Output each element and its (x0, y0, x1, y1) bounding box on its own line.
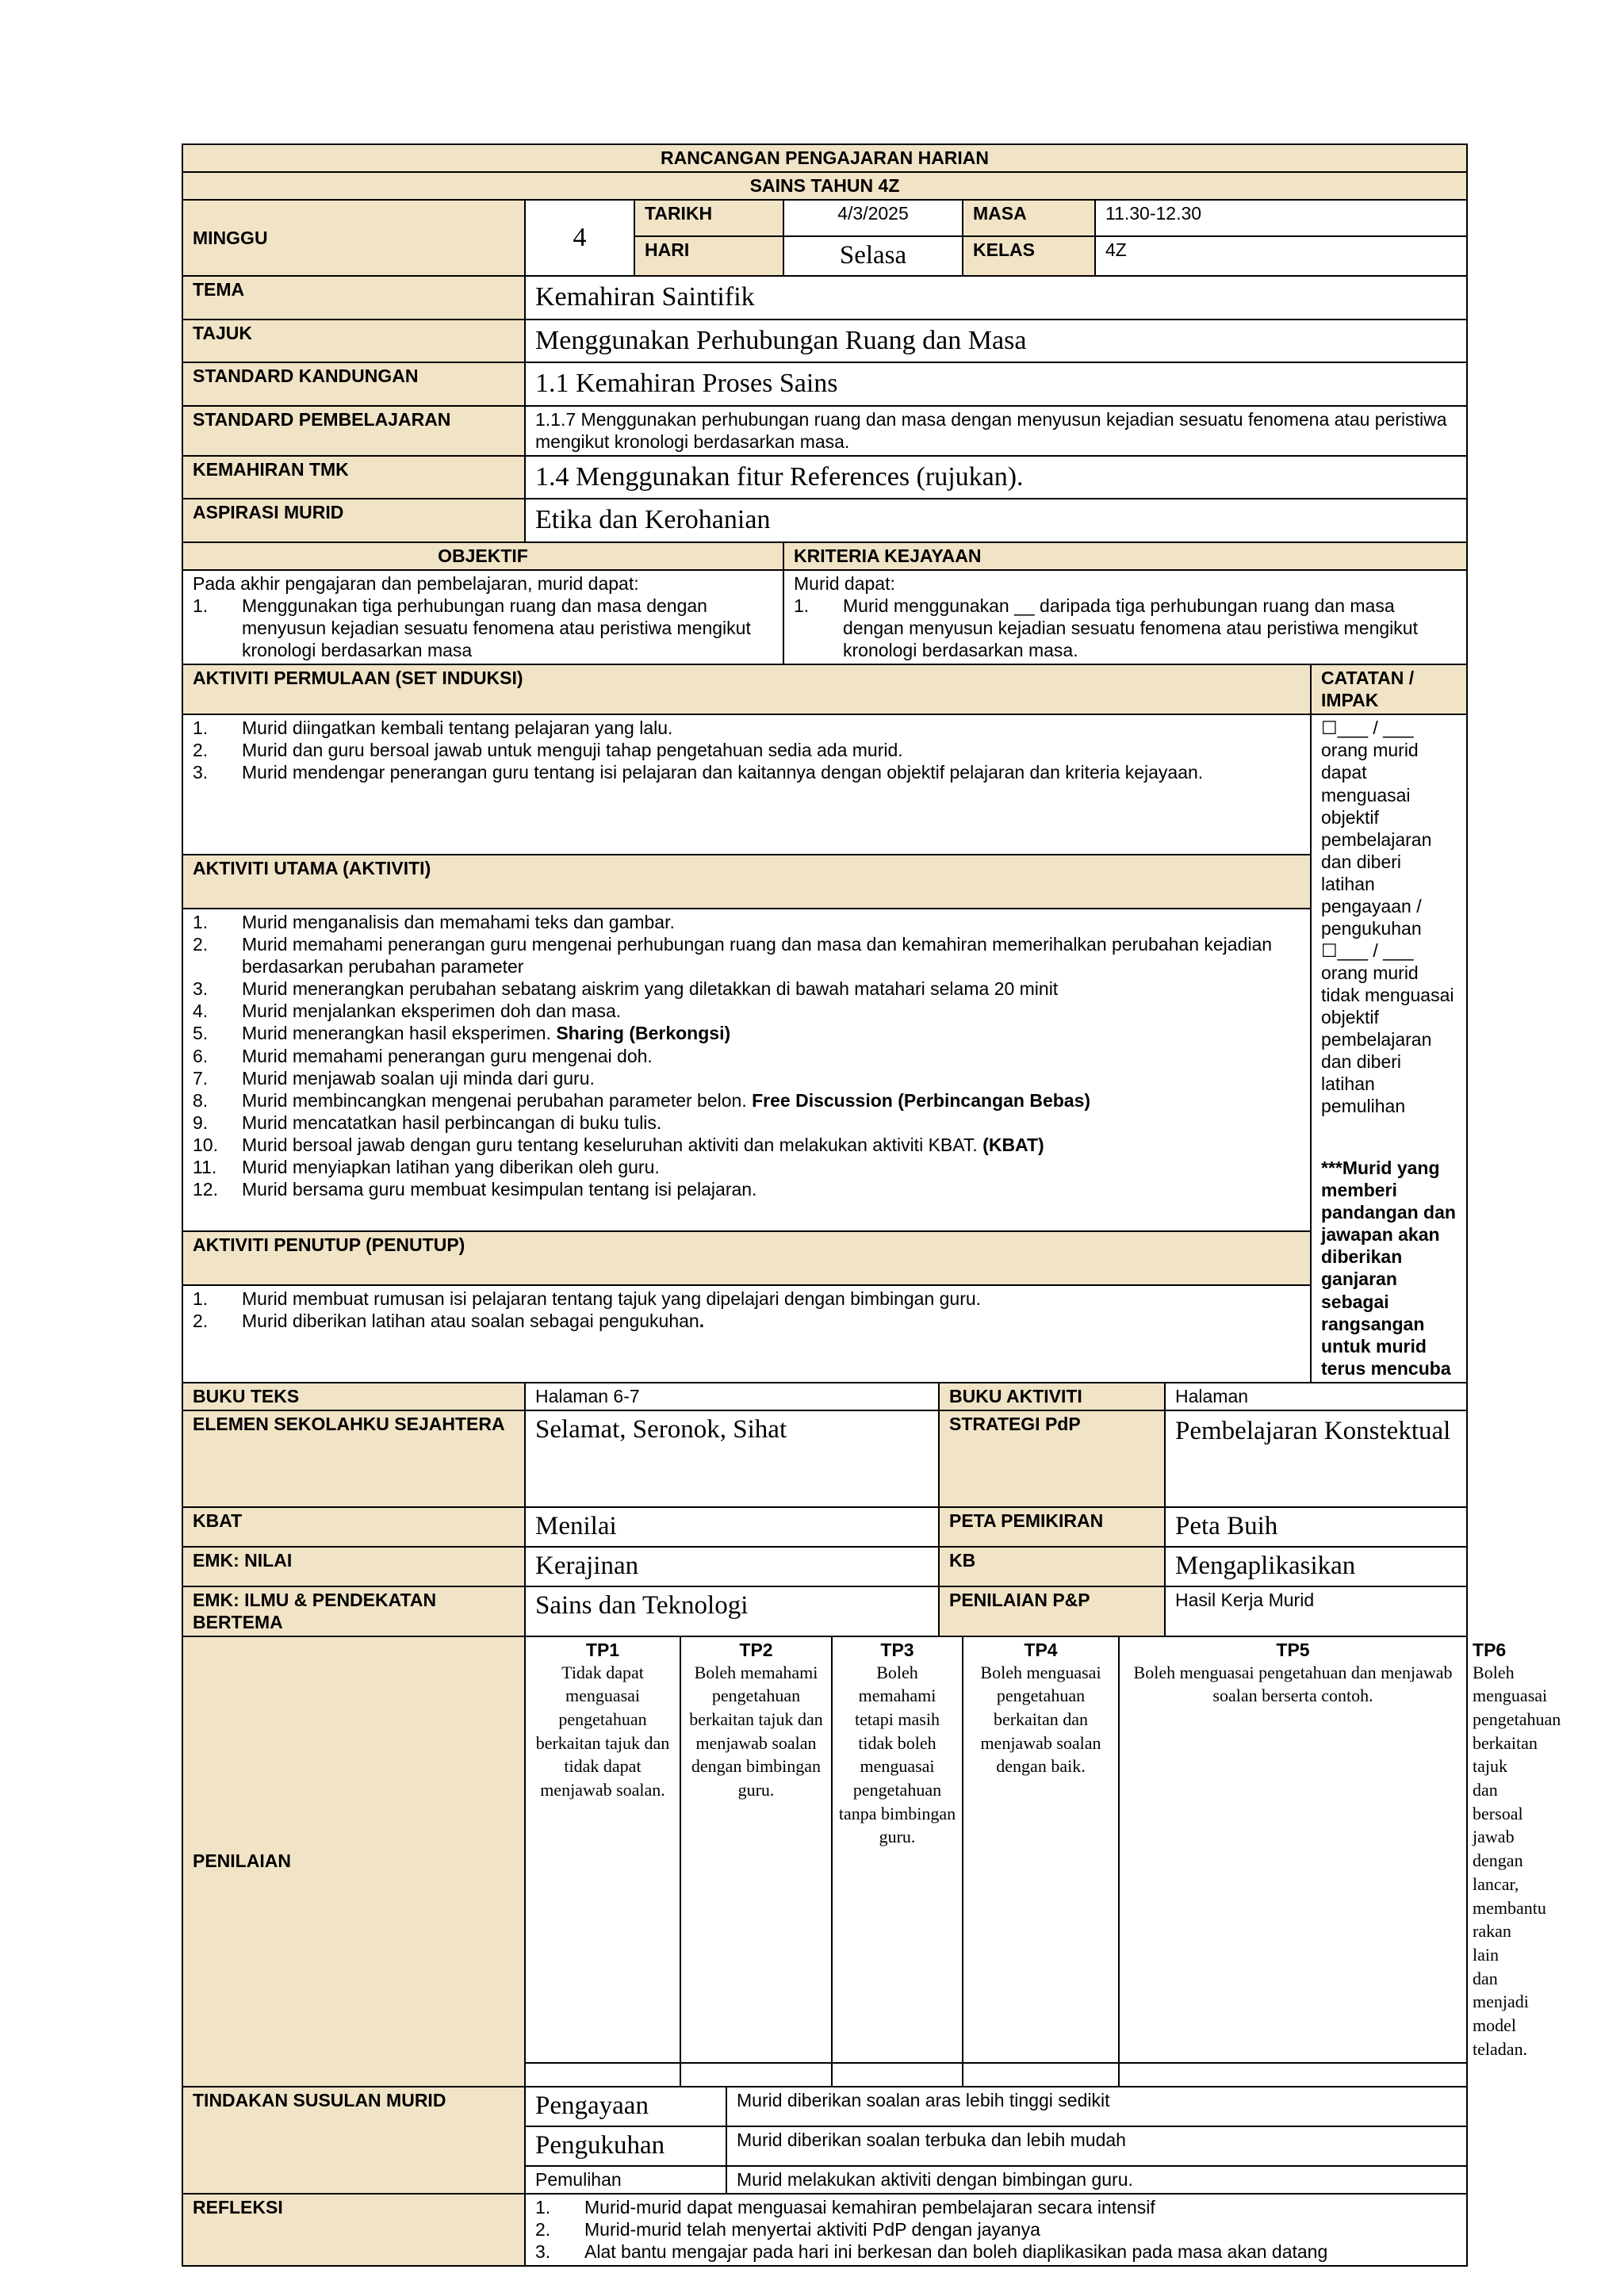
aktiviti-item-text-main: Murid menerangkan hasil eksperimen. (242, 1023, 557, 1044)
aspirasi-label: ASPIRASI MURID (182, 499, 525, 542)
catatan-content (1311, 714, 1467, 1382)
aktiviti-item-text-bold: Free Discussion (Perbincangan Bebas) (752, 1089, 1091, 1111)
refleksi-item-number: 1. (535, 2197, 551, 2218)
tarikh-value: 4/3/2025 (783, 200, 963, 236)
penutup-item-text (242, 1288, 1300, 1310)
aktiviti-item (193, 978, 1300, 1000)
aktiviti-item (193, 1089, 1300, 1112)
tp3-cell (832, 1636, 963, 2064)
pengukuhan-desc: Murid diberikan soalan terbuka dan lebih mudah (726, 2126, 1467, 2166)
aktiviti-item (193, 1156, 1300, 1178)
aktiviti-item (193, 1112, 1300, 1134)
kriteria-item-text (843, 595, 1457, 661)
penutup-list (193, 1288, 1300, 1332)
peta-label: PETA PEMIKIRAN (939, 1507, 1165, 1547)
aktiviti-item-text-main: Murid bersoal jawab dengan guru tentang keseluruhan aktiviti dan melakukan aktiviti KBAT. (242, 1134, 983, 1155)
set-induksi-item-text-main: Murid mendengar penerangan guru tentang isi pelajaran dan kaitannya dengan objektif pelajaran dan kriteria kejayaan. (242, 762, 1204, 783)
aktiviti-item-text (242, 1067, 1300, 1089)
sk-value: 1.1 Kemahiran Proses Sains (525, 362, 1467, 406)
minggu-label: MINGGU (182, 200, 525, 276)
aktiviti-item-text-main: Murid membincangkan mengenai perubahan parameter belon. (242, 1089, 753, 1111)
aktiviti-item-number: 4. (193, 1001, 209, 1022)
penutup-item-number: 2. (193, 1311, 209, 1332)
tp5-description: Boleh menguasai pengetahuan dan menjawab soalan berserta contoh. (1133, 1662, 1453, 1706)
buku-aktiviti-value: Halaman (1165, 1383, 1467, 1410)
catatan-note: ***Murid yang memberi pandangan dan jawapan akan diberikan ganjaran sebagai rangsangan untuk murid terus mencuba (1321, 1158, 1456, 1379)
aktiviti-item-text-main: Murid memahami penerangan guru mengenai perhubungan ruang dan masa dan kemahiran memerihalkan perubahan kejadian berdasarkan perubahan parameter (242, 934, 1273, 978)
refleksi-item-text (584, 2196, 1457, 2218)
penutup-item-text (242, 1310, 1300, 1332)
aktiviti-item-text-main: Murid memahami penerangan guru mengenai doh. (242, 1045, 653, 1066)
elemen-label: ELEMEN SEKOLAHKU SEJAHTERA (182, 1410, 525, 1507)
objektif-list (193, 595, 773, 661)
aktiviti-item-text (242, 978, 1300, 1000)
aktiviti-item (193, 1134, 1300, 1156)
aktiviti-item-text (242, 911, 1300, 933)
aspirasi-value: Etika dan Kerohanian (525, 499, 1467, 542)
aktiviti-item (193, 911, 1300, 933)
plan-title: RANCANGAN PENGAJARAN HARIAN (182, 144, 1467, 172)
aktiviti-item-text (242, 1134, 1300, 1156)
tp4-mark-cell[interactable] (963, 2063, 1119, 2087)
refleksi-item-text (584, 2241, 1457, 2263)
tema-label: TEMA (182, 276, 525, 320)
strategi-label: STRATEGI PdP (939, 1410, 1165, 1507)
aktiviti-item-text-main: Murid menerangkan perubahan sebatang aiskrim yang diletakkan di bawah matahari selama 20 minit (242, 978, 1059, 1000)
aktiviti-item-text-main: Murid menjawab soalan uji minda dari guru. (242, 1067, 595, 1089)
subject-title: SAINS TAHUN 4Z (182, 172, 1467, 200)
aktiviti-item-number: 8. (193, 1089, 209, 1111)
elemen-value: Selamat, Seronok, Sihat (525, 1410, 939, 1507)
tindakan-label: TINDAKAN SUSULAN MURID (182, 2087, 525, 2194)
objektif-item (193, 595, 773, 661)
refleksi-item (535, 2196, 1457, 2218)
aktiviti-item-text (242, 1089, 1300, 1112)
kriteria-intro: Murid dapat: (794, 573, 895, 595)
aktiviti-item-text-main: Murid bersama guru membuat kesimpulan tentang isi pelajaran. (242, 1178, 757, 1200)
aktiviti-item (193, 1022, 1300, 1044)
penilaian-label: PENILAIAN (182, 1636, 525, 2087)
buku-teks-value: Halaman 6-7 (525, 1383, 939, 1410)
set-induksi-item-number: 2. (193, 740, 209, 761)
tp1-mark-cell[interactable] (525, 2063, 680, 2087)
tp4-cell (963, 1636, 1119, 2064)
aktiviti-item (193, 1045, 1300, 1067)
kelas-label: KELAS (963, 236, 1095, 276)
aktiviti-item-number: 11. (193, 1156, 217, 1177)
sk-label: STANDARD KANDUNGAN (182, 362, 525, 406)
tema-value: Kemahiran Saintifik (525, 276, 1467, 320)
catatan-menguasai: ☐___ / ___ orang murid dapat menguasai objektif pembelajaran dan diberi latihan pengayaan / pengukuhan (1321, 718, 1432, 939)
catatan-label: CATATAN / IMPAK (1311, 664, 1467, 714)
set-induksi-item (193, 739, 1300, 761)
aktiviti-item-text (242, 1045, 1300, 1067)
aktiviti-item-number: 7. (193, 1067, 209, 1089)
aktiviti-item-text (242, 1000, 1300, 1022)
tp1-description: Tidak dapat menguasai pengetahuan berkaitan tajuk dan tidak dapat menjawab soalan. (535, 1662, 670, 1800)
buku-teks-label: BUKU TEKS (182, 1383, 525, 1410)
aktiviti-item-text (242, 1178, 1300, 1200)
tp1-heading: TP1 (585, 1639, 620, 1660)
pengayaan-desc: Murid diberikan soalan aras lebih tinggi sedikit (726, 2087, 1467, 2126)
tp2-cell (680, 1636, 832, 2064)
objektif-label: OBJEKTIF (182, 542, 783, 570)
set-induksi-label: AKTIVITI PERMULAAN (SET INDUKSI) (182, 664, 1311, 714)
objektif-item-text (242, 595, 773, 661)
set-induksi-item (193, 761, 1300, 783)
tp5-heading: TP5 (1276, 1639, 1310, 1660)
tp2-heading: TP2 (739, 1639, 773, 1660)
aktiviti-item-number: 6. (193, 1045, 209, 1066)
aktiviti-utama-list (193, 911, 1300, 1200)
aktiviti-item (193, 1178, 1300, 1200)
set-induksi-item (193, 717, 1300, 739)
pemulihan-desc: Murid melakukan aktiviti dengan bimbingan guru. (726, 2166, 1467, 2194)
penilaian-pp-value: Hasil Kerja Murid (1165, 1586, 1467, 1636)
kbat-value: Menilai (525, 1507, 939, 1547)
aktiviti-item-text-main: Murid mencatatkan hasil perbincangan di buku tulis. (242, 1112, 662, 1133)
refleksi-item (535, 2218, 1457, 2241)
refleksi-item-text-main: Alat bantu mengajar pada hari ini berkesan dan boleh diaplikasikan pada masa akan datang (584, 2241, 1328, 2263)
aktiviti-utama-content (182, 909, 1311, 1231)
kriteria-item-number: 1. (794, 595, 810, 617)
aktiviti-item (193, 1067, 1300, 1089)
penutup-item (193, 1288, 1300, 1310)
masa-value: 11.30-12.30 (1095, 200, 1467, 236)
aktiviti-item (193, 1000, 1300, 1022)
buku-aktiviti-label: BUKU AKTIVITI (939, 1383, 1165, 1410)
penutup-label: AKTIVITI PENUTUP (PENUTUP) (182, 1231, 1311, 1285)
sp-label: STANDARD PEMBELAJARAN (182, 406, 525, 456)
minggu-value: 4 (525, 200, 634, 276)
hari-value: Selasa (783, 236, 963, 276)
peta-value: Peta Buih (1165, 1507, 1467, 1547)
aktiviti-item-number: 9. (193, 1112, 209, 1133)
aktiviti-item-number: 10. (193, 1134, 218, 1155)
tarikh-label: TARIKH (634, 200, 783, 236)
nilai-value: Kerajinan (525, 1547, 939, 1586)
refleksi-item-text-main: Murid-murid dapat menguasai kemahiran pembelajaran secara intensif (584, 2197, 1155, 2218)
penutup-item-text-bold: . (699, 1311, 705, 1332)
aktiviti-item-number: 1. (193, 912, 209, 933)
aktiviti-item-text-bold: Sharing (Berkongsi) (556, 1023, 731, 1044)
set-induksi-item-text-main: Murid dan guru bersoal jawab untuk menguji tahap pengetahuan sedia ada murid. (242, 740, 903, 761)
tp1-cell (525, 1636, 680, 2064)
kriteria-content (783, 570, 1467, 664)
hari-label: HARI (634, 236, 783, 276)
penilaian-pp-label: PENILAIAN P&P (939, 1586, 1165, 1636)
tp5-cell (1119, 1636, 1467, 2064)
kriteria-label: KRITERIA KEJAYAAN (783, 542, 1467, 570)
objektif-item-text-main: Menggunakan tiga perhubungan ruang dan masa dengan menyusun kejadian sesuatu fenomena atau peristiwa mengikut kronologi berdasarkan masa (242, 595, 751, 661)
aktiviti-item-text-main: Murid menjalankan eksperimen doh dan masa. (242, 1001, 622, 1022)
refleksi-item-text (584, 2218, 1457, 2241)
ilmu-value: Sains dan Teknologi (525, 1586, 939, 1636)
set-induksi-list (193, 717, 1300, 783)
penutup-item-text-main: Murid diberikan latihan atau soalan sebagai pengukuhan (242, 1311, 699, 1332)
set-induksi-item-number: 3. (193, 762, 209, 783)
kelas-value: 4Z (1095, 236, 1467, 276)
refleksi-content (525, 2194, 1467, 2266)
kriteria-item (794, 595, 1457, 661)
aktiviti-item-number: 3. (193, 978, 209, 1000)
refleksi-item-text-main: Murid-murid telah menyertai aktiviti PdP dengan jayanya (584, 2219, 1040, 2241)
tp4-heading: TP4 (1024, 1639, 1058, 1660)
kbat-label: KBAT (182, 1507, 525, 1547)
kriteria-list (794, 595, 1457, 661)
tp3-heading: TP3 (880, 1639, 914, 1660)
penutup-item (193, 1310, 1300, 1332)
tp2-description: Boleh memahami pengetahuan berkaitan tajuk dan menjawab soalan dengan bimbingan guru. (689, 1662, 823, 1800)
set-induksi-item-text (242, 739, 1300, 761)
tp4-description: Boleh menguasai pengetahuan berkaitan dan menjawab soalan dengan baik. (980, 1662, 1101, 1777)
catatan-tidak-menguasai: ☐___ / ___ orang murid tidak menguasai objektif pembelajaran dan diberi latihan pemulihan (1321, 939, 1454, 1117)
penutup-item-text-main: Murid membuat rumusan isi pelajaran tentang tajuk yang dipelajari dengan bimbingan guru. (242, 1288, 982, 1310)
tp3-description: Boleh memahami tetapi masih tidak boleh menguasai pengetahuan tanpa bimbingan guru. (838, 1662, 956, 1847)
objektif-item-number: 1. (193, 595, 209, 617)
aktiviti-item-text-main: Murid menganalisis dan memahami teks dan gambar. (242, 912, 675, 933)
pengukuhan-label: Pengukuhan (525, 2126, 726, 2166)
refleksi-item (535, 2241, 1457, 2263)
tmk-value: 1.4 Menggunakan fitur References (rujukan). (525, 456, 1467, 499)
ilmu-label: EMK: ILMU & PENDEKATAN BERTEMA (182, 1586, 525, 1636)
pengayaan-label: Pengayaan (525, 2087, 726, 2126)
aktiviti-item-number: 5. (193, 1023, 209, 1044)
tmk-label: KEMAHIRAN TMK (182, 456, 525, 499)
objektif-intro: Pada akhir pengajaran dan pembelajaran, murid dapat: (193, 573, 639, 595)
kb-label: KB (939, 1547, 1165, 1586)
tajuk-value: Menggunakan Perhubungan Ruang dan Masa (525, 320, 1467, 363)
aktiviti-utama-label: AKTIVITI UTAMA (AKTIVITI) (182, 855, 1311, 909)
set-induksi-item-text-main: Murid diingatkan kembali tentang pelajaran yang lalu. (242, 718, 673, 739)
kb-value: Mengaplikasikan (1165, 1547, 1467, 1586)
set-induksi-item-number: 1. (193, 718, 209, 739)
nilai-label: EMK: NILAI (182, 1547, 525, 1586)
set-induksi-item-text (242, 761, 1300, 783)
aktiviti-item-number: 2. (193, 934, 209, 955)
tp3-mark-cell[interactable] (832, 2063, 963, 2087)
tp5-mark-cell[interactable] (1119, 2063, 1467, 2087)
refleksi-list (535, 2196, 1457, 2263)
tajuk-label: TAJUK (182, 320, 525, 363)
lesson-plan-table: RANCANGAN PENGAJARAN HARIAN SAINS TAHUN 4Z MINGGU 4 TARIKH 4/3/2025 MASA 11.30-12.30 HARI Selasa KELAS 4Z TEMA Kemahiran Saintifik TAJUK Menggunakan Perhubungan Ruang dan Masa STANDARD KANDUNGAN 1.1 Kemahiran Proses Sains STANDARD PEMBELAJARAN 1.1.7 Menggunakan perhubungan ruang dan masa dengan menyusun kejadian sesuatu fenomena atau peristiwa mengikut kronologi berdasarkan masa. KEMAHIRAN TMK 1.4 Menggunakan fitur References (rujukan). ASPIRASI MURID Etika dan Kerohanian OBJEKTIF KRITERIA KEJAYAAN Pada akhir pengajaran dan pembelajaran, murid dapat: 1. Menggunakan tiga perhubungan ruang dan masa dengan menyusun kejadian sesuatu fenomena atau peristiwa mengikut kronologi berdasarkan masa Murid dapat: 1. Murid menggunakan __ daripada tiga perhubungan ruang dan masa dengan menyusun kejadian sesuatu fenomena atau peristiwa mengikut kronologi berdasarkan masa. AKTIVITI PERMULAAN (SET INDUKSI) CATATAN / IMPAK 1. Murid diingatkan kembali tentang pelajaran yang lalu. 2. Murid dan guru bersoal jawab untuk menguji tahap pengetahuan sedia ada murid. 3. Murid mendengar penerangan guru tentang isi pelajaran dan kaitannya dengan objektif pelajaran dan kriteria kejayaan. ☐___ / ___ orang murid dapat menguasai objektif pembelajaran dan diberi latihan pengayaan / pengukuhan ☐___ / ___ orang murid tidak menguasai objektif pembelajaran dan diberi latihan pemulihan ***Murid yang memberi pandangan dan jawapan akan diberikan ganjaran sebagai rangsangan untuk murid terus mencuba AKTIVITI UTAMA (AKTIVITI) 1. Murid menganalisis dan memahami teks dan gambar. 2. Murid memahami penerangan guru mengenai perhubungan ruang dan masa dan kemahiran memerihalkan perubahan kejadian berdasarkan perubahan parameter 3. Murid menerangkan perubahan sebatang aiskrim yang diletakkan di bawah matahari selama 20 minit 4. Murid menjalankan eksperimen doh dan masa. 5. Murid menerangkan hasil eksperimen. Sharing (Berkongsi) 6. Murid memahami penerangan guru mengenai doh. 7. Murid menjawab soalan uji minda dari guru. 8. Murid membincangkan mengenai perubahan parameter belon. Free Discussion (Perbincangan Bebas) 9. Murid mencatatkan hasil perbincangan di buku tulis. 10. Murid bersoal jawab dengan guru tentang keseluruhan aktiviti dan melakukan aktiviti KBAT. (KBAT) 11. Murid menyiapkan latihan yang diberikan oleh guru. 12. Murid bersama guru membuat kesimpulan tentang isi pelajaran. AKTIVITI PENUTUP (PENUTUP) 1. Murid membuat rumusan isi pelajaran tentang tajuk yang dipelajari dengan bimbingan guru. 2. Murid diberikan latihan atau soalan sebagai pengukuhan. BUKU TEKS Halaman 6-7 BUKU AKTIVITI Halaman ELEMEN SEKOLAHKU SEJAHTERA Selamat, Seronok, Sihat STRATEGI PdP Pembelajaran Konstektual KBAT Menilai PETA PEMIKIRAN Peta Buih EMK: NILAI Kerajinan KB Mengaplikasikan EMK: ILMU & PENDEKATAN BERTEMA Sains dan Teknologi PENILAIAN P&P Hasil Kerja Murid PENILAIAN TP1 Tidak dapat menguasai pengetahuan berkaitan tajuk dan tidak dapat menjawab soalan. TP2 Boleh memahami pengetahuan berkaitan tajuk dan menjawab soalan dengan bimbingan guru. TP3 Boleh memahami tetapi masih tidak boleh menguasai pengetahuan tanpa bimbingan guru. TP4 Boleh menguasai pengetahuan berkaitan dan menjawab soalan dengan baik. TP5 Boleh menguasai pengetahuan dan menjawab soalan berserta contoh. TP6 Boleh menguasai pengetahuan berkaitan tajuk dan bersoal jawab dengan lancar, membantu rakan lain dan menjadi model teladan. TINDAKAN SUSULAN MURID Pengayaan Murid diberikan soalan aras lebih tinggi sedikit Pengukuhan Murid diberikan soalan terbuka dan lebih mudah Pemulihan Murid melakukan aktiviti dengan bimbingan guru. REFLEKSI 1. Murid-murid dapat menguasai kemahiran pembelajaran secara intensif 2. Murid-murid telah menyertai aktiviti PdP dengan jayanya 3. Alat bantu mengajar pada hari ini berkesan dan boleh diaplikasikan pada masa akan datang (182, 144, 1468, 2267)
kriteria-item-text-main: Murid menggunakan __ daripada tiga perhubungan ruang dan masa dengan menyusun kejadian sesuatu fenomena atau peristiwa mengikut kronologi berdasarkan masa. (843, 595, 1418, 661)
set-induksi-item-text (242, 717, 1300, 739)
aktiviti-item-text (242, 1112, 1300, 1134)
refleksi-item-number: 2. (535, 2219, 551, 2241)
tp2-mark-cell[interactable] (680, 2063, 832, 2087)
aktiviti-item (193, 933, 1300, 978)
sp-value: 1.1.7 Menggunakan perhubungan ruang dan masa dengan menyusun kejadian sesuatu fenomena atau peristiwa mengikut kronologi berdasarkan masa. (525, 406, 1467, 456)
aktiviti-item-text (242, 1022, 1300, 1044)
strategi-value: Pembelajaran Konstektual (1165, 1410, 1467, 1507)
refleksi-item-number: 3. (535, 2241, 551, 2263)
penutup-content (182, 1285, 1311, 1382)
pemulihan-label: Pemulihan (525, 2166, 726, 2194)
refleksi-label: REFLEKSI (182, 2194, 525, 2266)
aktiviti-item-number: 12. (193, 1178, 218, 1200)
aktiviti-item-text (242, 933, 1300, 978)
aktiviti-item-text (242, 1156, 1300, 1178)
set-induksi-content (182, 714, 1311, 855)
masa-label: MASA (963, 200, 1095, 236)
aktiviti-item-text-main: Murid menyiapkan latihan yang diberikan oleh guru. (242, 1156, 660, 1177)
objektif-content (182, 570, 783, 664)
penutup-item-number: 1. (193, 1288, 209, 1310)
aktiviti-item-text-bold: (KBAT) (982, 1134, 1044, 1155)
